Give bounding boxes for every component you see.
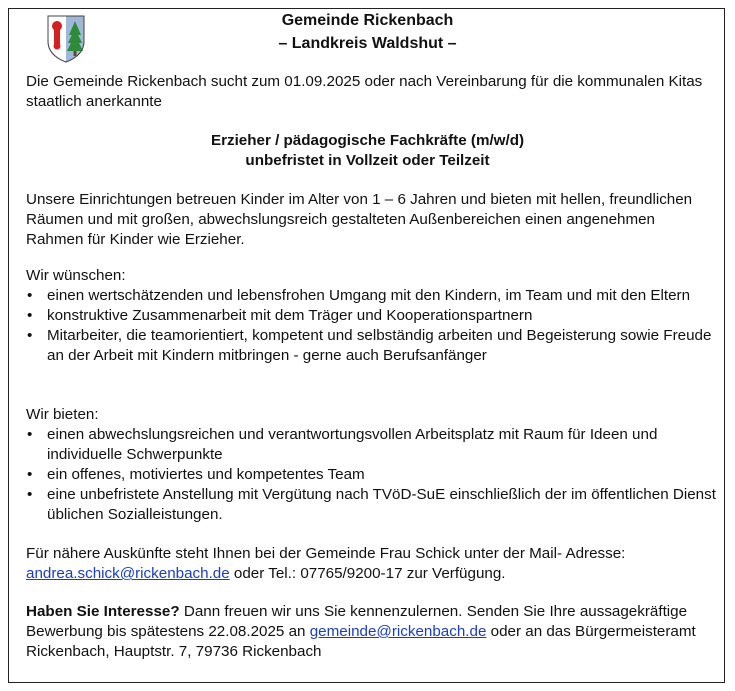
intro-text: Die Gemeinde Rickenbach sucht zum 01.09.2025 oder nach Vereinbarung für die kommunalen Kitas staatlich anerkannte — [26, 73, 703, 110]
municipality-title: Gemeinde Rickenbach — [281, 12, 454, 29]
list-item: • eine unbefristete Anstellung mit Vergütung nach TVöD-SuE einschließlich der im öffentlichen Dienst üblichen Sozialleistungen. — [26, 485, 716, 525]
contact-email-link[interactable]: andrea.schick@rickenbach.de — [26, 565, 230, 582]
wishes-heading: Wir wünschen: — [26, 267, 126, 284]
list-item: • konstruktive Zusammenarbeit mit dem Träger und Kooperationspartnern — [26, 306, 716, 326]
contact-text — [26, 544, 716, 584]
contact-phone-text: oder Tel.: 07765/9200-17 zur Verfügung. — [229, 565, 506, 582]
list-item: • Mitarbeiter, die teamorientiert, kompetent und selbständig arbeiten und Begeisterung sowie Freude an der Arbeit mit Kindern mitbringen - gerne auch Berufsanfänger — [26, 326, 716, 366]
application-text — [26, 602, 716, 662]
position-title: Erzieher / pädagogische Fachkräfte (m/w/d) — [210, 132, 525, 149]
position-subtitle: unbefristet in Vollzeit oder Teilzeit — [245, 152, 490, 169]
application-email-link[interactable]: gemeinde@rickenbach.de — [309, 623, 487, 640]
contact-intro: Für nähere Auskünfte steht Ihnen bei der Gemeinde Frau Schick unter der Mail- Adresse: — [26, 545, 626, 562]
description-text: Unsere Einrichtungen betreuen Kinder im Alter von 1 – 6 Jahren und bieten mit hellen, freundlichen Räumen und mit großen, abwechslungsreich gestalteten Außenbereichen einen angenehmen Rahmen für Kinder wie Erzieher. — [26, 191, 693, 248]
application-lead: Haben Sie Interesse? — [26, 603, 180, 620]
offers-heading: Wir bieten: — [26, 406, 99, 423]
application-body: Dann freuen wir uns Sie kennenzulernen. Senden Sie Ihre aussagekräftige Bewerbung bis spätestens 22.08.2025 an — [26, 603, 688, 640]
list-item: • einen abwechslungsreichen und verantwortungsvollen Arbeitsplatz mit Raum für Ideen und individuelle Schwerpunkte — [26, 425, 716, 465]
list-item: • ein offenes, motiviertes und kompetentes Team — [26, 465, 716, 485]
wishes-list — [26, 286, 716, 366]
district-subtitle: – Landkreis Waldshut – — [278, 35, 457, 52]
offers-list — [26, 425, 716, 525]
application-address: oder an das Bürgermeisteramt Rickenbach, Hauptstr. 7, 79736 Rickenbach — [26, 623, 696, 660]
list-item: • einen wertschätzenden und lebensfrohen Umgang mit den Kindern, im Team und mit den Eltern — [26, 286, 716, 306]
